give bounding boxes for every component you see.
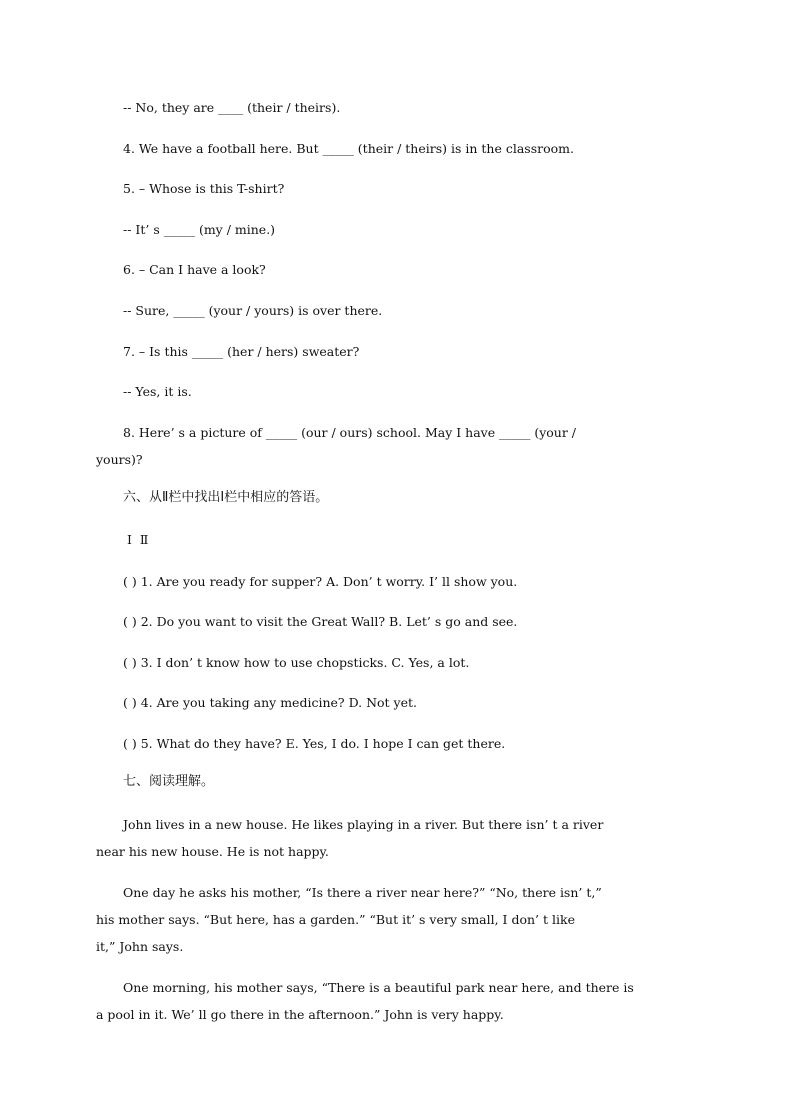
question-5: 5. – Whose is this T-shirt? — [123, 181, 285, 196]
q7-answer-line: -- Yes, it is. — [123, 384, 192, 399]
q5-answer-line: -- It’ s _____ (my / mine.) — [123, 222, 276, 237]
passage-p2-line-1: One day he asks his mother, “Is there a river near here?” “No, there isn’ t,” — [123, 885, 602, 900]
passage-p3-line-1: One morning, his mother says, “There is a beautiful park near here, and there is — [123, 980, 634, 995]
section-seven-heading: 七、阅读理解。 — [123, 774, 215, 789]
matching-item: ( ) 1. Are you ready for supper? A. Don’ t worry. I’ ll show you. — [123, 574, 518, 589]
matching-item: ( ) 2. Do you want to visit the Great Wall? B. Let’ s go and see. — [123, 614, 518, 629]
passage-p2-line-2: his mother says. “But here, has a garden.” “But it’ s very small, I don’ t like — [96, 912, 575, 927]
question-4: 4. We have a football here. But _____ (their / theirs) is in the classroom. — [123, 141, 574, 156]
matching-item: ( ) 4. Are you taking any medicine? D. Not yet. — [123, 695, 418, 710]
column-headers: Ⅰ Ⅱ — [127, 532, 149, 547]
passage-p2-line-3: it,” John says. — [96, 939, 184, 954]
matching-item: ( ) 5. What do they have? E. Yes, I do. I hope I can get there. — [123, 736, 506, 751]
question-8-line-1: 8. Here’ s a picture of _____ (our / ours) school. May I have _____ (your / — [123, 425, 576, 440]
question-7: 7. – Is this _____ (her / hers) sweater? — [123, 344, 360, 359]
section-six-heading: 六、从Ⅱ栏中找出Ⅰ栏中相应的答语。 — [123, 490, 329, 505]
question-8-line-2: yours)? — [96, 452, 143, 467]
passage-p1-line-2: near his new house. He is not happy. — [96, 844, 329, 859]
question-6: 6. – Can I have a look? — [123, 262, 266, 277]
q3-answer-line: -- No, they are ____ (their / theirs). — [123, 100, 341, 115]
passage-p1-line-1: John lives in a new house. He likes playing in a river. But there isn’ t a river — [123, 817, 604, 832]
matching-item: ( ) 3. I don’ t know how to use chopsticks. C. Yes, a lot. — [123, 655, 470, 670]
passage-p3-line-2: a pool in it. We’ ll go there in the afternoon.” John is very happy. — [96, 1007, 504, 1022]
q6-answer-line: -- Sure, _____ (your / yours) is over there. — [123, 303, 383, 318]
